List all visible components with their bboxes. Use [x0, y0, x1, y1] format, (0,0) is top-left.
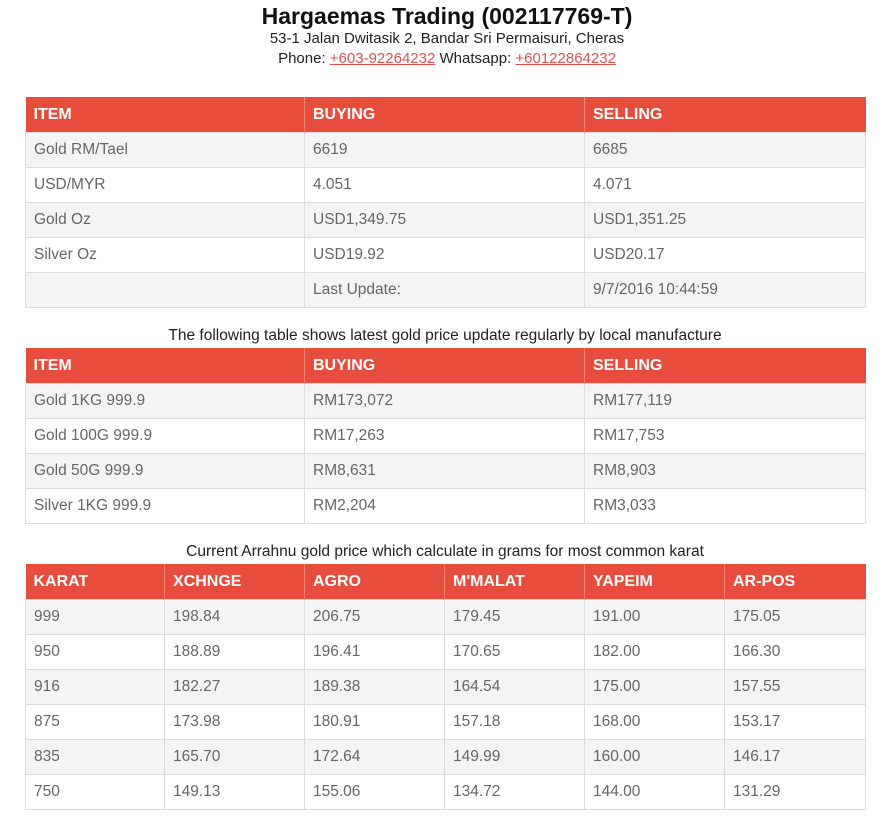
column-header: SELLING	[585, 97, 866, 133]
table-cell: 175.05	[725, 600, 866, 635]
table-row	[26, 238, 866, 273]
column-header: XCHNGE	[165, 564, 305, 600]
table-cell: 168.00	[585, 705, 725, 740]
column-header: ITEM	[26, 348, 305, 384]
manufacture-table-caption: The following table shows latest gold price update regularly by local manufacture	[168, 327, 722, 344]
table-row	[26, 635, 866, 670]
table-cell: RM3,033	[585, 489, 866, 524]
table-cell: 4.071	[585, 168, 866, 203]
table-cell: 157.55	[725, 670, 866, 705]
table-cell: 157.18	[445, 705, 585, 740]
company-name: Hargaemas Trading (002117769-T)	[261, 3, 633, 29]
table-cell: 916	[26, 670, 165, 705]
table-cell: 835	[26, 740, 165, 775]
table-header-row	[26, 564, 866, 600]
page-header	[0, 0, 894, 69]
table-cell: 155.06	[305, 775, 445, 810]
table-cell: 172.64	[305, 740, 445, 775]
table-cell: USD1,351.25	[585, 203, 866, 238]
arrahnu-price-table	[25, 564, 866, 810]
table-row	[26, 168, 866, 203]
table-cell: Last Update:	[305, 273, 585, 308]
table-cell: USD19.92	[305, 238, 585, 273]
table-cell: 999	[26, 600, 165, 635]
table-cell: 191.00	[585, 600, 725, 635]
column-header: SELLING	[585, 348, 866, 384]
table-cell: 134.72	[445, 775, 585, 810]
table-header-row	[26, 348, 866, 384]
table-cell: 6685	[585, 133, 866, 168]
table-cell: 149.99	[445, 740, 585, 775]
table-cell: 180.91	[305, 705, 445, 740]
table-cell: 182.27	[165, 670, 305, 705]
company-address: 53-1 Jalan Dwitasik 2, Bandar Sri Permaisuri, Cheras	[269, 30, 625, 47]
table-row	[26, 384, 866, 419]
table-cell: Gold 50G 999.9	[26, 454, 305, 489]
column-header: BUYING	[305, 97, 585, 133]
table-cell: 175.00	[585, 670, 725, 705]
table-row	[26, 705, 866, 740]
column-header: ITEM	[26, 97, 305, 133]
table-cell	[26, 273, 305, 308]
table-cell: 4.051	[305, 168, 585, 203]
table-cell: 146.17	[725, 740, 866, 775]
table-cell: RM2,204	[305, 489, 585, 524]
table-cell: 170.65	[445, 635, 585, 670]
table-cell: 206.75	[305, 600, 445, 635]
table-cell: 6619	[305, 133, 585, 168]
table-row	[26, 600, 866, 635]
table-row	[26, 740, 866, 775]
table-cell: 196.41	[305, 635, 445, 670]
phone-link[interactable]: +603-92264232	[329, 50, 436, 67]
gold-rate-table	[25, 97, 866, 308]
table-cell: RM17,263	[305, 419, 585, 454]
table-cell: Silver 1KG 999.9	[26, 489, 305, 524]
table-cell: USD20.17	[585, 238, 866, 273]
table-cell: 188.89	[165, 635, 305, 670]
table-row	[26, 203, 866, 238]
column-header: KARAT	[26, 564, 165, 600]
arrahnu-table-caption: Current Arrahnu gold price which calculate in grams for most common karat	[186, 543, 704, 560]
table-cell: RM8,903	[585, 454, 866, 489]
table-row	[26, 133, 866, 168]
table-row	[26, 419, 866, 454]
table-cell: 875	[26, 705, 165, 740]
table-cell: 182.00	[585, 635, 725, 670]
table-row	[26, 670, 866, 705]
column-header: AGRO	[305, 564, 445, 600]
table-cell: USD1,349.75	[305, 203, 585, 238]
table-cell: Gold Oz	[26, 203, 305, 238]
manufacture-price-table	[25, 348, 866, 524]
table-row	[26, 775, 866, 810]
column-header: AR-POS	[725, 564, 866, 600]
table-cell: Silver Oz	[26, 238, 305, 273]
table-cell: 164.54	[445, 670, 585, 705]
table-cell: RM177,119	[585, 384, 866, 419]
table-cell: 144.00	[585, 775, 725, 810]
table-cell: 166.30	[725, 635, 866, 670]
table-cell: 198.84	[165, 600, 305, 635]
table-cell: RM8,631	[305, 454, 585, 489]
table-cell: 750	[26, 775, 165, 810]
whatsapp-label: Whatsapp:	[439, 50, 512, 67]
table-cell: RM17,753	[585, 419, 866, 454]
table-cell: 173.98	[165, 705, 305, 740]
contact-line	[0, 49, 894, 69]
table-cell: 9/7/2016 10:44:59	[585, 273, 866, 308]
table-cell: RM173,072	[305, 384, 585, 419]
table-cell: 160.00	[585, 740, 725, 775]
table-cell: Gold 1KG 999.9	[26, 384, 305, 419]
table-cell: 153.17	[725, 705, 866, 740]
table-row	[26, 273, 866, 308]
table-cell: 149.13	[165, 775, 305, 810]
table-cell: 189.38	[305, 670, 445, 705]
column-header: YAPEIM	[585, 564, 725, 600]
table-cell: 131.29	[725, 775, 866, 810]
table-cell: USD/MYR	[26, 168, 305, 203]
column-header: BUYING	[305, 348, 585, 384]
table-header-row	[26, 97, 866, 133]
column-header: M'MALAT	[445, 564, 585, 600]
table-cell: 179.45	[445, 600, 585, 635]
table-row	[26, 454, 866, 489]
table-cell: 950	[26, 635, 165, 670]
table-cell: 165.70	[165, 740, 305, 775]
whatsapp-link[interactable]: +60122864232	[515, 50, 616, 67]
phone-label: Phone:	[278, 50, 326, 67]
table-row	[26, 489, 866, 524]
table-cell: Gold RM/Tael	[26, 133, 305, 168]
table-cell: Gold 100G 999.9	[26, 419, 305, 454]
